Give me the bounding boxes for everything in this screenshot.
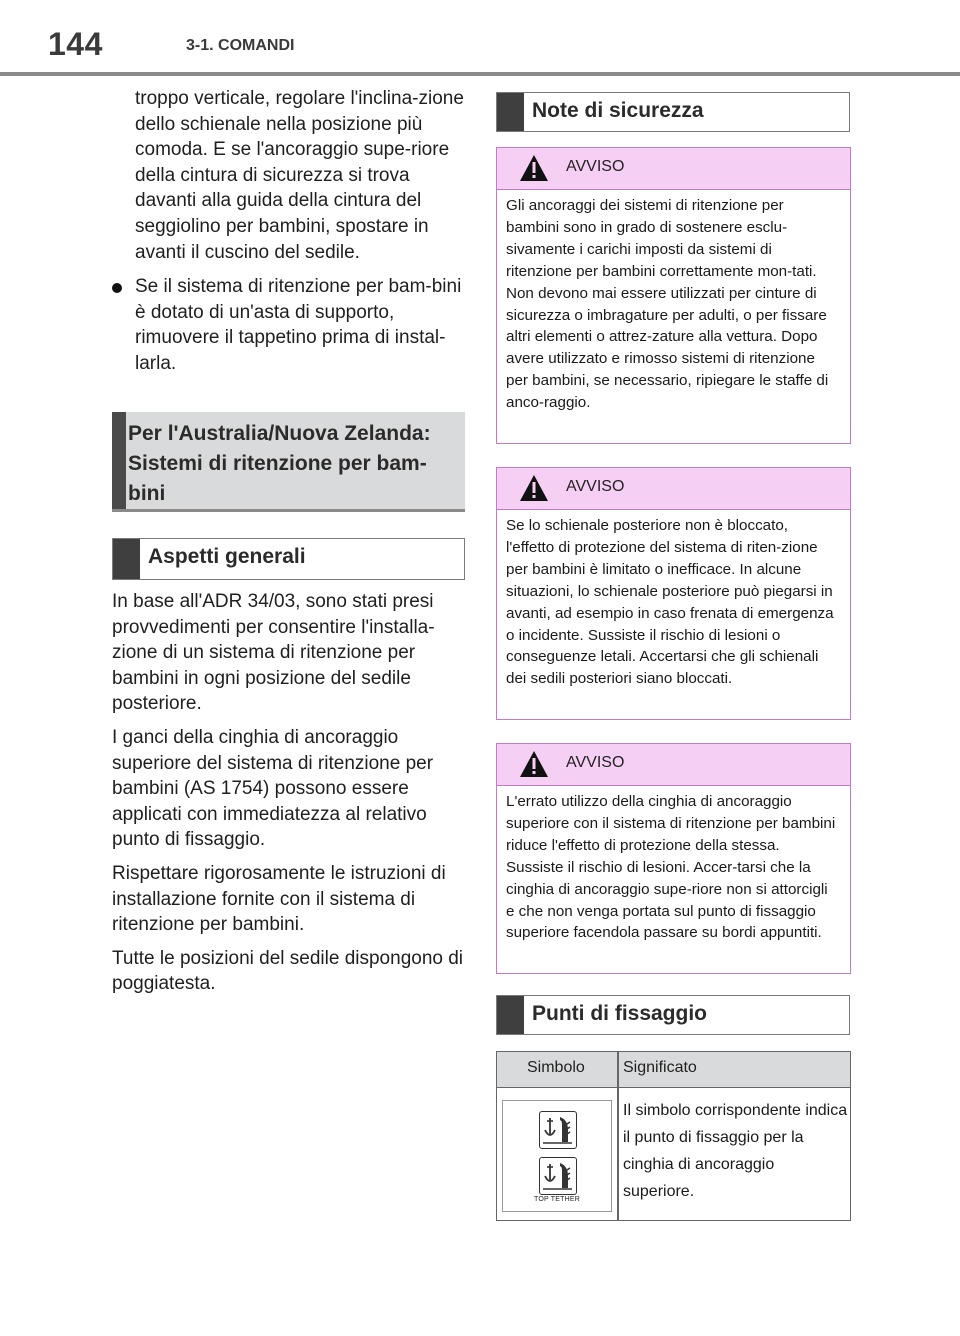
- heading-bar: [113, 539, 140, 579]
- top-tether-anchor-icon: [539, 1111, 577, 1149]
- warning-box: [496, 147, 851, 444]
- subheading-aspetti-generali: [112, 538, 465, 580]
- paragraph: Rispettare rigorosamente le istruzioni di installazione fornite con il sistema di ritenzione per bambini.: [112, 862, 446, 936]
- column-header-symbol: Simbolo: [527, 1059, 585, 1076]
- warning-header: [497, 468, 850, 510]
- heading-text: Note di sicurezza: [532, 99, 704, 122]
- intro-paragraph: [135, 86, 465, 265]
- warning-label: AVVISO: [566, 158, 625, 175]
- heading-bar: [497, 996, 524, 1034]
- symbol-image: [502, 1100, 612, 1212]
- warning-text: L'errato utilizzo della cinghia di ancoraggio superiore con il sistema di ritenzione per bambini riduce l'effetto di protezione della stessa. Sussiste il rischio di lesioni. Accer-tarsi che la cinghia di ancoraggio supe-riore non si attorcigli e che non venga portata sul punto di fissaggio superiore facendola passare su bordi appuntiti.: [506, 793, 836, 942]
- heading-bar: [497, 93, 524, 131]
- warning-triangle-icon: [519, 474, 549, 502]
- bullet-text: Se il sistema di ritenzione per bam-bini è dotato di un'asta di supporto, rimuovere il tappetino prima di instal-larla.: [135, 276, 462, 374]
- warning-box: [496, 743, 851, 974]
- bullet-item: [112, 274, 467, 376]
- warning-triangle-icon: [519, 750, 549, 778]
- warning-header: [497, 148, 850, 190]
- bullet-dot-icon: [112, 283, 122, 293]
- subheading-punti-di-fissaggio: [496, 995, 850, 1035]
- symbol-meaning-text: Il simbolo corrispondente indica il punto di fissaggio per la cinghia di ancoraggio superiore.: [623, 1102, 848, 1200]
- paragraph: In base all'ADR 34/03, sono stati presi provvedimenti per consentire l'installa-zione di un sistema di ritenzione per bambini in ogni posizione del sedile posteriore.: [112, 591, 435, 715]
- section-heading-australia: [112, 412, 465, 512]
- warning-text: Se lo schienale posteriore non è bloccato, l'effetto di protezione del sistema di riten-zione per bambini è limitato o inefficace. In alcune situazioni, lo schienale posteriore può piegarsi in avanti, ad esempio in caso frenata di emergenza o incidente. Sussiste il rischio di lesioni o conseguenze letali. Accertarsi che gli schienali dei sedili posteriori siano bloccati.: [506, 517, 834, 688]
- heading-text: Aspetti generali: [148, 545, 306, 568]
- warning-triangle-icon: [519, 154, 549, 182]
- warning-label: AVVISO: [566, 478, 625, 495]
- symbol-table: [496, 1051, 851, 1221]
- heading-bar: [112, 412, 126, 509]
- table-column-divider: [617, 1052, 619, 1220]
- column-header-meaning: Significato: [623, 1059, 697, 1076]
- heading-text: Per l'Australia/Nuova Zelanda: Sistemi di ritenzione per bam-bini: [128, 422, 431, 505]
- intro-text: troppo verticale, regolare l'inclina-zione dello schienale nella posizione più comoda. E se l'ancoraggio supe-riore della cintura di sicurezza si trova davanti alla guida della cintura del seggiolino per bambini, spostare in avanti il cuscino del sedile.: [135, 88, 464, 263]
- top-tether-anchor-icon: [539, 1157, 577, 1195]
- warning-box: [496, 467, 851, 720]
- warning-header: [497, 744, 850, 786]
- section-title: 3-1. COMANDI: [186, 37, 295, 54]
- heading-text: Punti di fissaggio: [532, 1002, 708, 1025]
- body-paragraphs: [112, 589, 464, 1005]
- subheading-note-di-sicurezza: [496, 92, 850, 132]
- paragraph: I ganci della cinghia di ancoraggio superiore del sistema di ritenzione per bambini (AS 1754) possono essere applicati con immediatezza al relativo punto di fissaggio.: [112, 726, 434, 851]
- symbol-caption: TOP TETHER: [534, 1196, 580, 1203]
- warning-label: AVVISO: [566, 754, 625, 771]
- page-number: 144: [48, 26, 103, 62]
- header-divider: [0, 72, 960, 76]
- warning-text: Gli ancoraggi dei sistemi di ritenzione per bambini sono in grado di sostenere esclu-sivamente i carichi imposti da sistemi di ritenzione per bambini correttamente mon-tati. Non devono mai essere utilizzati per cinture di sicurezza o imbragature per adulti, o per fissare altri elementi o attrez-zature alla vettura. Dopo avere utilizzato e rimosso sistemi di ritenzione per bambini, se necessario, ripiegare le staffe di anco-raggio.: [506, 197, 829, 412]
- paragraph: Tutte le posizioni del sedile dispongono di poggiatesta.: [112, 947, 464, 995]
